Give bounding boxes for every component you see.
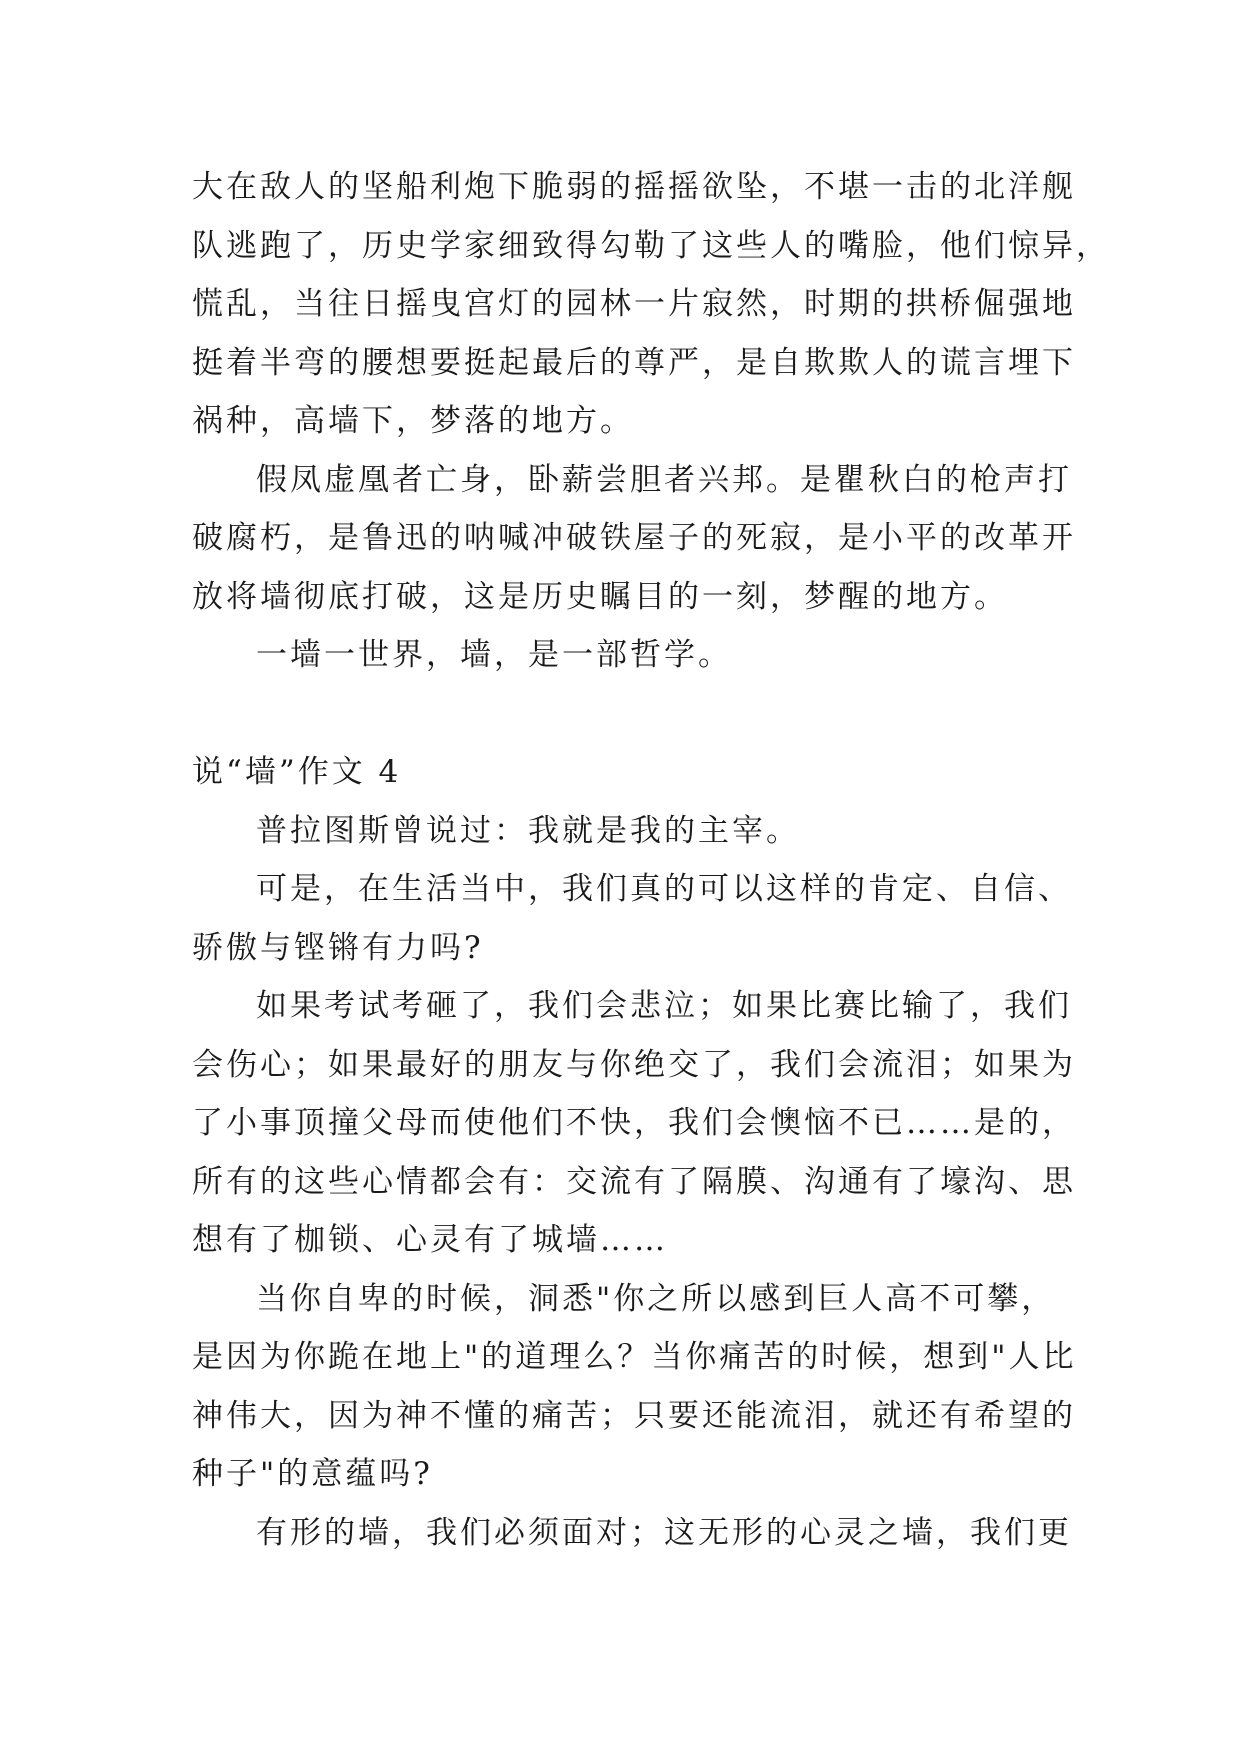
text-line: 想有了枷锁、心灵有了城墙…… [192,1222,668,1258]
text-line: 破腐朽，是鲁迅的呐喊冲破铁屋子的死寂，是小平的改革开 [192,520,1076,556]
heading-text: 说“墙”作文 4 [192,754,402,790]
paragraph-8 [192,1504,1072,1563]
text-line: 队逃跑了，历史学家细致得勾勒了这些人的嘴脸，他们惊异， [192,227,1110,264]
text-line: 会伤心；如果最好的朋友与你绝交了，我们会流泪；如果为 [192,1046,1076,1083]
paragraph-6 [192,977,1076,1270]
text-line: 是因为你跪在地上"的道理么？当你痛苦的时候，想到"人比 [192,1339,1077,1375]
text-line: 有形的墙，我们必须面对；这无形的心灵之墙，我们更 [256,1514,1072,1551]
paragraph-4 [192,802,1072,861]
text-line: 假凤虚凰者亡身，卧薪尝胆者兴邦。是瞿秋白的枪声打 [256,461,1072,498]
paragraph-spacer [192,685,1072,744]
paragraph-7 [192,1270,1077,1504]
text-line: 骄傲与铿锵有力吗? [192,929,484,966]
text-line: 放将墙彻底打破，这是历史瞩目的一刻，梦醒的地方。 [192,578,1008,615]
text-line: 如果考试考砸了，我们会悲泣；如果比赛比输了，我们 [256,988,1072,1024]
text-line: 挺着半弯的腰想要挺起最后的尊严，是自欺欺人的谎言埋下 [192,344,1076,381]
text-line: 所有的这些心情都会有：交流有了隔膜、沟通有了壕沟、思 [192,1163,1076,1200]
paragraph-3 [192,626,1072,685]
text-line: 慌乱，当往日摇曳宫灯的园林一片寂然，时期的拱桥倔强地 [192,286,1076,322]
text-line: 祸种，高墙下，梦落的地方。 [192,403,634,439]
text-line: 一墙一世界，墙，是一部哲学。 [256,637,732,673]
text-line: 当你自卑的时候，洞悉"你之所以感到巨人高不可攀， [256,1280,1056,1317]
paragraph-1 [192,158,1110,451]
document-body [192,158,1110,1562]
text-line: 神伟大，因为神不懂的痛苦；只要还能流泪，就还有希望的 [192,1397,1076,1434]
text-line: 了小事顶撞父母而使他们不快，我们会懊恼不已……是的， [192,1105,1076,1141]
section-heading [192,743,1072,802]
text-line: 可是，在生活当中，我们真的可以这样的肯定、自信、 [256,871,1072,907]
paragraph-5 [192,860,1072,977]
text-line: 普拉图斯曾说过：我就是我的主宰。 [256,812,800,849]
text-line: 大在敌人的坚船利炮下脆弱的摇摇欲坠，不堪一击的北洋舰 [192,169,1076,205]
text-line: 种子"的意蕴吗? [192,1456,433,1492]
paragraph-2 [192,451,1076,627]
